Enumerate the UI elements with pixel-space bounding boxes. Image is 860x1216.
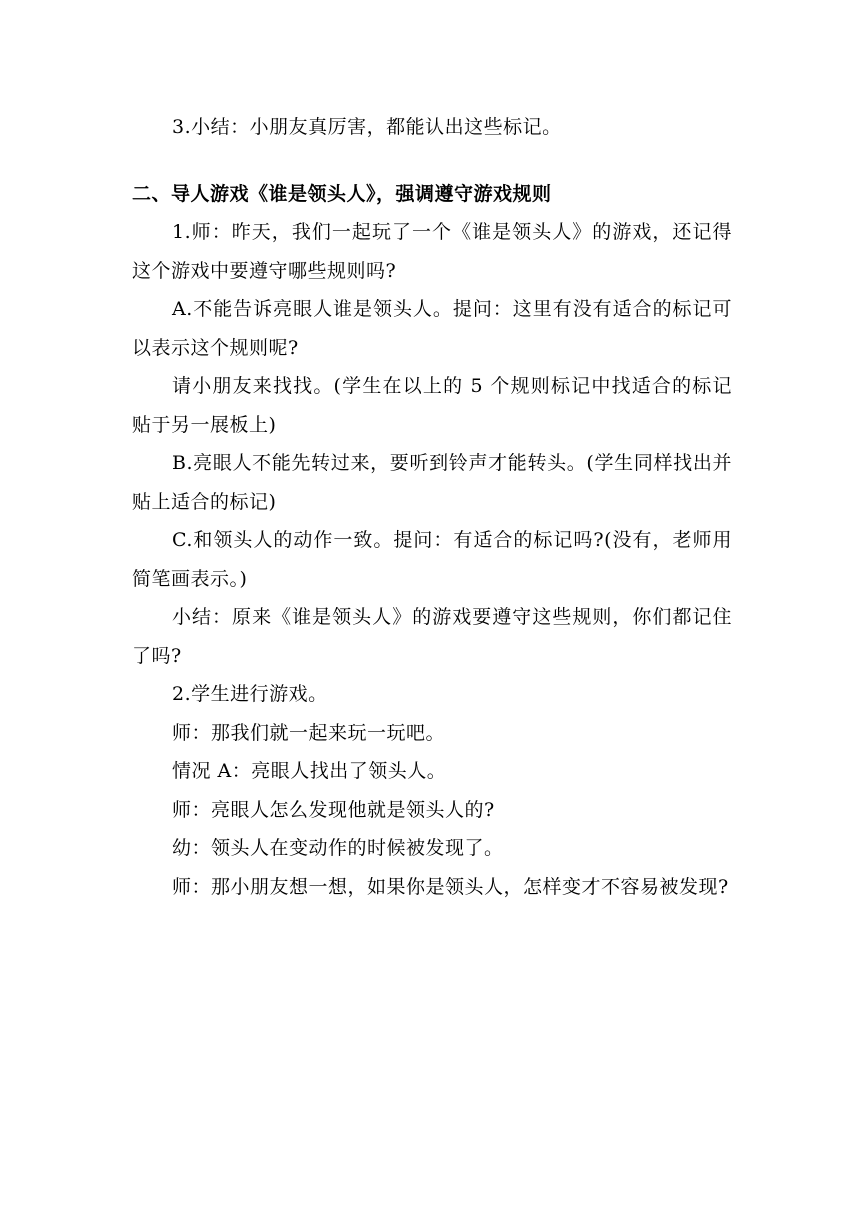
paragraph-5: C.和领头人的动作一致。提问：有适合的标记吗?(没有，老师用简笔画表示。) — [132, 529, 732, 590]
paragraph-7: 2.学生进行游戏。 — [172, 683, 328, 705]
paragraph-9: 情况 A：亮眼人找出了领头人。 — [172, 760, 447, 782]
paragraph-4: B.亮眼人不能先转过来，要听到铃声才能转头。(学生同样找出并贴上适合的标记) — [132, 452, 732, 513]
paragraph-2: A.不能告诉亮眼人谁是领头人。提问：这里有没有适合的标记可以表示这个规则呢? — [132, 298, 732, 359]
paragraph-8: 师：那我们就一起来玩一玩吧。 — [172, 721, 446, 744]
document-body — [132, 108, 732, 906]
paragraph-6: 小结：原来《谁是领头人》的游戏要遵守这些规则，你们都记住了吗? — [132, 606, 732, 667]
paragraph-12: 师：那小朋友想一想，如果你是领头人，怎样变才不容易被发现? — [172, 875, 729, 898]
paragraph-1: 1.师：昨天，我们一起玩了一个《谁是领头人》的游戏，还记得这个游戏中要遵守哪些规则吗? — [132, 221, 732, 282]
paragraph-3: 请小朋友来找找。(学生在以上的 5 个规则标记中找适合的标记贴于另一展板上) — [132, 375, 732, 436]
paragraph-10: 师：亮眼人怎么发现他就是领头人的? — [172, 798, 495, 821]
paragraph-11: 幼：领头人在变动作的时候被发现了。 — [172, 837, 504, 859]
section-heading: 二、导人游戏《谁是领头人》，强调遵守游戏规则 — [132, 182, 552, 205]
summary-paragraph: 3.小结：小朋友真厉害，都能认出这些标记。 — [172, 116, 562, 138]
